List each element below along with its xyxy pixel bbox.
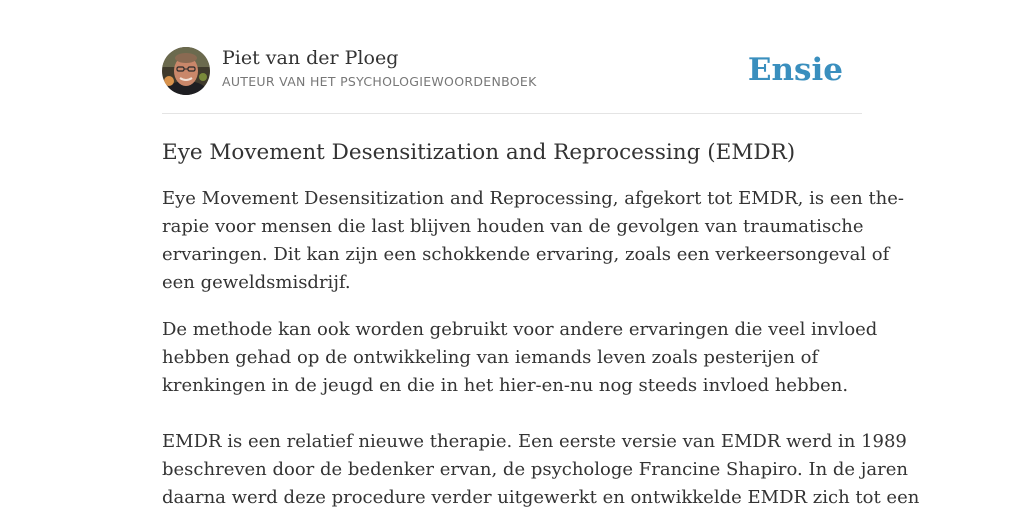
paragraph-line: krenkingen in de jeugd en die in het hier-en-nu nog steeds invloed hebben. — [162, 375, 849, 396]
article-paragraph — [162, 185, 904, 297]
author-name[interactable]: Piet van der Ploeg — [222, 47, 399, 69]
paragraph-line: De methode kan ook worden gebruikt voor andere ervaringen die veel invloed — [162, 319, 878, 340]
paragraph-line: rapie voor mensen die last blijven houden van de gevolgen van traumatische — [162, 216, 864, 237]
author-role: AUTEUR VAN HET PSYCHOLOGIEWOORDENBOEK — [222, 74, 537, 89]
paragraph-line: daarna werd deze procedure verder uitgewerkt en ontwikkelde EMDR zich tot een — [162, 487, 920, 508]
article-paragraph — [162, 316, 878, 400]
paragraph-line: een geweldsmisdrijf. — [162, 272, 351, 293]
paragraph-line: beschreven door de bedenker ervan, de psychologe Francine Shapiro. In de jaren — [162, 459, 908, 480]
paragraph-line: EMDR is een relatief nieuwe therapie. Een eerste versie van EMDR werd in 1989 — [162, 431, 907, 452]
article-card — [162, 46, 920, 512]
article-title: Eye Movement Desensitization and Reprocessing (EMDR) — [162, 140, 796, 165]
paragraph-line: Eye Movement Desensitization and Reprocessing, afgekort tot EMDR, is een the- — [162, 188, 904, 209]
author-photo — [162, 47, 210, 95]
author-avatar[interactable] — [162, 47, 210, 95]
paragraph-line: hebben gehad op de ontwikkeling van iemands leven zoals pesterijen of — [162, 347, 819, 368]
article-body — [162, 185, 920, 512]
article-paragraph — [162, 428, 920, 512]
paragraph-line: ervaringen. Dit kan zijn een schokkende ervaring, zoals een verkeersongeval of — [162, 244, 890, 265]
ensie-logo[interactable]: Ensie — [747, 52, 843, 88]
author-header — [162, 46, 862, 114]
